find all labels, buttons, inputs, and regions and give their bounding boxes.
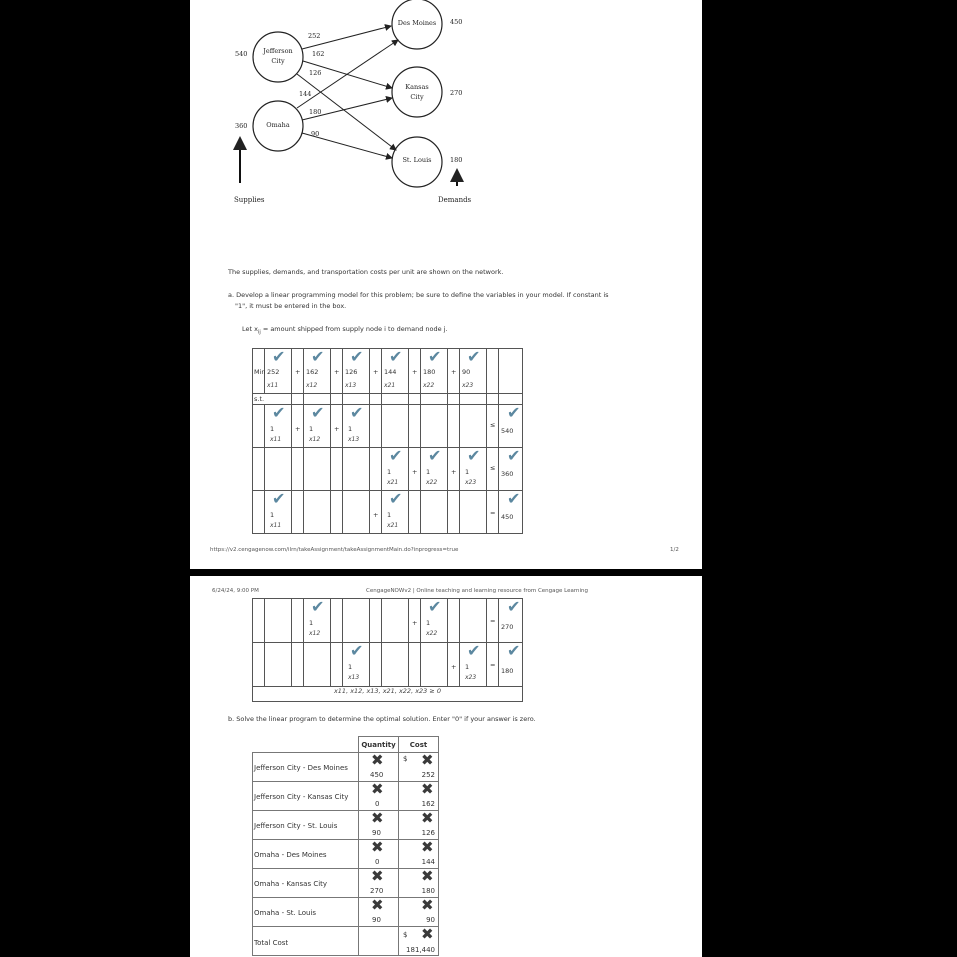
total-cost-label: Total Cost — [254, 939, 289, 947]
solution-row — [253, 869, 439, 898]
rhs-value: 540 — [501, 427, 514, 435]
obj-var-2: x12 — [306, 382, 318, 389]
eq-sign: = — [490, 617, 496, 625]
route-label: Omaha - Des Moines — [254, 851, 327, 859]
rhs-value: 180 — [501, 667, 514, 675]
st-label: s.t. — [254, 395, 265, 403]
var-label: x12 — [309, 436, 321, 443]
obj-var-6: x23 — [462, 382, 474, 389]
coef-one: 1 — [309, 619, 314, 627]
quantity-value[interactable]: 90 — [372, 829, 381, 837]
var-label: x23 — [465, 674, 477, 681]
demand-des-moines: 450 — [450, 18, 463, 26]
constraint-row-4 — [253, 599, 523, 643]
check-icon: ✔ — [272, 489, 286, 508]
coef-one: 1 — [465, 468, 470, 476]
plus-sign: + — [412, 368, 418, 376]
cost-o-sl: 90 — [311, 130, 320, 138]
check-icon: ✔ — [350, 641, 364, 660]
var-label: x21 — [387, 479, 399, 486]
nonnegativity-constraint: x11, x12, x13, x21, x22, x23 ≥ 0 — [333, 687, 442, 695]
check-icon: ✔ — [428, 597, 442, 616]
plus-sign: + — [412, 619, 418, 627]
le-sign: ≤ — [490, 464, 496, 472]
obj-coef-6: 90 — [462, 368, 471, 376]
check-icon: ✔ — [311, 403, 325, 422]
route-label: Jefferson City - Des Moines — [254, 764, 348, 772]
intro-text: The supplies, demands, and transportation costs per unit are shown on the network. — [228, 268, 504, 276]
check-icon: ✔ — [350, 403, 364, 422]
cost-value[interactable]: 90 — [426, 916, 435, 924]
eq-sign: = — [490, 661, 496, 669]
check-icon: ✔ — [507, 403, 521, 422]
coef-one: 1 — [465, 663, 470, 671]
obj-coef-1: 252 — [267, 368, 280, 376]
cross-icon: ✖ — [421, 809, 434, 827]
constraint-row-3 — [253, 491, 523, 534]
coef-one: 1 — [348, 663, 353, 671]
le-sign: ≤ — [490, 421, 496, 429]
nonnegativity-row — [253, 687, 523, 702]
var-label: x13 — [348, 436, 360, 443]
route-label: Omaha - Kansas City — [254, 880, 328, 888]
check-icon: ✔ — [507, 641, 521, 660]
coef-one: 1 — [426, 619, 431, 627]
solution-table — [252, 736, 439, 956]
lp-model-table — [252, 348, 523, 534]
plus-sign: + — [451, 368, 457, 376]
eq-sign: = — [490, 509, 496, 517]
cost-o-dm: 144 — [299, 90, 312, 98]
var-label: x12 — [309, 630, 321, 637]
var-label: x21 — [387, 522, 399, 529]
cross-icon: ✖ — [371, 751, 384, 769]
route-label: Omaha - St. Louis — [254, 909, 317, 917]
node-label-kansas-city: Kansas City — [405, 83, 429, 101]
var-label: x11 — [270, 436, 282, 443]
cost-j-kc: 162 — [312, 50, 325, 58]
route-label: Jefferson City - St. Louis — [254, 822, 338, 830]
cost-value[interactable]: 126 — [421, 829, 435, 837]
plus-sign: + — [295, 425, 301, 433]
var-label: x13 — [348, 674, 360, 681]
cost-value[interactable]: 180 — [421, 887, 435, 895]
total-cost-value[interactable]: 181,440 — [406, 946, 435, 954]
cross-icon: ✖ — [421, 751, 434, 769]
demand-kansas-city: 270 — [450, 89, 463, 97]
obj-coef-2: 162 — [306, 368, 319, 376]
node-label-omaha: Omaha — [266, 121, 290, 129]
check-icon: ✔ — [311, 597, 325, 616]
solution-row — [253, 782, 439, 811]
cost-value[interactable]: 144 — [421, 858, 435, 866]
footer-url[interactable]: https://v2.cengagenow.com/ilrn/takeAssignment/takeAssignmentMain.do?inprogress=true — [210, 547, 459, 553]
obj-var-1: x11 — [267, 382, 279, 389]
check-icon: ✔ — [467, 641, 481, 660]
obj-coef-4: 144 — [384, 368, 397, 376]
quantity-header: Quantity — [361, 740, 396, 749]
lp-model-table-continued — [252, 598, 523, 702]
min-label: Min — [254, 368, 266, 376]
rhs-value: 360 — [501, 470, 514, 478]
obj-var-3: x13 — [345, 382, 357, 389]
cost-j-dm: 252 — [308, 32, 321, 40]
check-icon: ✔ — [389, 347, 403, 366]
cross-icon: ✖ — [371, 867, 384, 885]
check-icon: ✔ — [389, 446, 403, 465]
solution-row — [253, 753, 439, 782]
plus-sign: + — [295, 368, 301, 376]
plus-sign: + — [373, 368, 379, 376]
coef-one: 1 — [270, 425, 275, 433]
cross-icon: ✖ — [421, 867, 434, 885]
check-icon: ✔ — [507, 446, 521, 465]
dollar-sign: $ — [403, 755, 408, 763]
st-row — [253, 394, 523, 405]
var-label: x22 — [426, 630, 438, 637]
node-label-st-louis: St. Louis — [402, 156, 432, 164]
solution-row — [253, 811, 439, 840]
constraint-row-2 — [253, 448, 523, 491]
obj-coef-5: 180 — [423, 368, 436, 376]
solution-header-row — [253, 737, 439, 753]
plus-sign: + — [451, 663, 457, 671]
supply-omaha: 360 — [235, 122, 248, 130]
demand-st-louis: 180 — [450, 156, 463, 164]
node-label-jefferson: Jefferson City — [263, 47, 293, 65]
cross-icon: ✖ — [371, 838, 384, 856]
cross-icon: ✖ — [371, 896, 384, 914]
plus-sign: + — [334, 368, 340, 376]
constraint-row-1 — [253, 405, 523, 448]
check-icon: ✔ — [389, 489, 403, 508]
node-label-des-moines: Des Moines — [397, 19, 437, 27]
check-icon: ✔ — [507, 597, 521, 616]
coef-one: 1 — [387, 511, 392, 519]
cross-icon: ✖ — [371, 809, 384, 827]
document-page-2 — [190, 576, 702, 957]
check-icon: ✔ — [428, 347, 442, 366]
check-icon: ✔ — [428, 446, 442, 465]
coef-one: 1 — [270, 511, 275, 519]
let-definition: Let $x_{ij}$ = amount shipped from supply node i to demand node j. — [242, 325, 448, 336]
objective-row — [253, 349, 523, 394]
cost-j-sl: 126 — [309, 69, 322, 77]
demands-label: Demands — [438, 196, 472, 204]
coef-one: 1 — [426, 468, 431, 476]
coef-one: 1 — [348, 425, 353, 433]
quantity-value[interactable]: 0 — [375, 858, 380, 866]
cross-icon: ✖ — [371, 780, 384, 798]
print-datetime: 6/24/24, 9:00 PM — [212, 588, 259, 594]
route-label: Jefferson City - Kansas City — [254, 793, 349, 801]
solution-row — [253, 840, 439, 869]
obj-coef-3: 126 — [345, 368, 358, 376]
print-title: CengageNOWv2 | Online teaching and learning resource from Cengage Learning — [366, 588, 589, 594]
quantity-value[interactable]: 450 — [370, 771, 384, 779]
obj-var-4: x21 — [384, 382, 396, 389]
var-label: x23 — [465, 479, 477, 486]
cost-value[interactable]: 252 — [421, 771, 435, 779]
supply-jefferson: 540 — [235, 50, 248, 58]
rhs-value: 270 — [501, 623, 514, 631]
part-b-text: b. Solve the linear program to determine the optimal solution. Enter "0" if your answer is zero. — [228, 715, 536, 723]
total-cost-row — [253, 927, 439, 956]
dollar-sign: $ — [403, 931, 408, 939]
check-icon: ✔ — [507, 489, 521, 508]
check-icon: ✔ — [272, 347, 286, 366]
coef-one: 1 — [387, 468, 392, 476]
cross-icon: ✖ — [421, 925, 434, 943]
obj-var-5: x22 — [423, 382, 435, 389]
cost-value[interactable]: 162 — [421, 800, 435, 808]
check-icon: ✔ — [467, 347, 481, 366]
constraint-row-5 — [253, 643, 523, 687]
cost-header: Cost — [409, 740, 428, 749]
plus-sign: + — [412, 468, 418, 476]
plus-sign: + — [373, 511, 379, 519]
var-label: x11 — [270, 522, 282, 529]
quantity-value[interactable]: 90 — [372, 916, 381, 924]
part-a-line1: a. Develop a linear programming model for this problem; be sure to define the variables in your model. If constant is — [228, 291, 609, 299]
solution-row — [253, 898, 439, 927]
coef-one: 1 — [309, 425, 314, 433]
cross-icon: ✖ — [421, 780, 434, 798]
cross-icon: ✖ — [421, 896, 434, 914]
plus-sign: + — [451, 468, 457, 476]
rhs-value: 450 — [501, 513, 514, 521]
supplies-label: Supplies — [234, 196, 265, 204]
var-label: x22 — [426, 479, 438, 486]
cost-o-kc: 180 — [309, 108, 322, 116]
network-diagram — [190, 0, 702, 215]
check-icon: ✔ — [467, 446, 481, 465]
document-page-1 — [190, 0, 702, 569]
check-icon: ✔ — [350, 347, 364, 366]
part-a-line2: "1", it must be entered in the box. — [235, 302, 347, 310]
page-number: 1/2 — [670, 547, 679, 553]
quantity-value[interactable]: 0 — [375, 800, 380, 808]
plus-sign: + — [334, 425, 340, 433]
check-icon: ✔ — [311, 347, 325, 366]
quantity-value[interactable]: 270 — [370, 887, 384, 895]
check-icon: ✔ — [272, 403, 286, 422]
cross-icon: ✖ — [421, 838, 434, 856]
